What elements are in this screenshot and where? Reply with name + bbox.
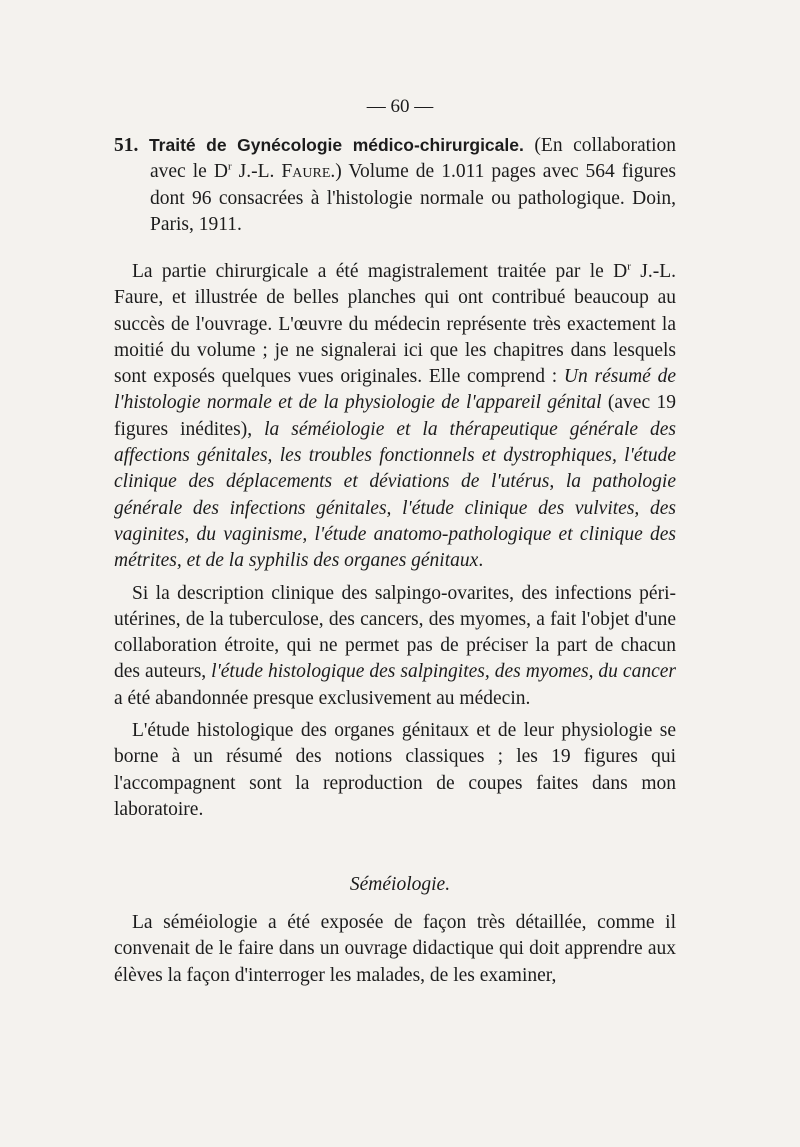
p1-italic-1: Un résumé de l'histologie normale et de la physiologie de l'appareil génital <box>114 366 676 414</box>
p1-italic-2: la séméiologie et la thérapeutique générale des affections génitales, les troubles fonctionnels et dystrophiques, l'étude clinique des déplacements et déviations de l'utérus, la pathologie générale des infections génitales, l'étude clinique des vulvites, des vaginites, du vaginisme, l'étude anatomo-pathologique et clinique des métrites, et de la syphilis des organes génitaux <box>114 418 676 572</box>
paragraph-2 <box>114 581 676 712</box>
entry-sup: r <box>227 160 232 173</box>
p1-sup: r <box>627 260 631 273</box>
p2-text-a: Si la description clinique des salpingo-ovarites, des infections péri-utérines, de la tuberculose, des cancers, des myomes, a fait l'objet d'une collaboration étroite, qui ne permet pas de préciser la part de chacun des auteurs, <box>114 582 676 683</box>
p1-text-b: J.-L. Faure, et illustrée de belles planches qui ont contribué beaucoup au succès de l'ouvrage. L'œuvre du médecin représente très exactement la moitié du volume ; je ne signalerai ici que les chapitres dans lesquels sont exposés quelques vues originales. Elle comprend : <box>114 261 676 388</box>
p1-text-c: (avec 19 figures inédites), <box>114 392 676 440</box>
p1-text-a: La partie chirurgicale a été magistralement traitée par le D <box>132 261 628 282</box>
section-heading: Séméiologie. <box>349 874 451 895</box>
trailing-body <box>114 910 676 989</box>
entry-title: Traité de Gynécologie médico-chirurgicale. <box>148 135 524 155</box>
entry-text-1: (En collaboration avec le D <box>150 135 676 183</box>
entry-author: J.-L. Faure <box>231 161 331 183</box>
paragraph-4: La séméiologie a été exposée de façon très détaillée, comme il convenait de le faire dans un ouvrage didactique qui doit apprendre aux élèves la façon d'interroger les malades, de les examiner, <box>114 912 676 986</box>
entry-number: 51. <box>114 135 139 156</box>
p2-text-b: a été abandonnée presque exclusivement au médecin. <box>114 687 531 709</box>
page-number: — 60 — <box>366 96 434 117</box>
main-body <box>114 259 676 823</box>
entry-text <box>114 132 676 238</box>
entry-text-2: .) Volume de 1.011 pages avec 564 figures dont 96 consacrées à l'histologie normale ou pathologique. Doin, Paris, 1911. <box>150 161 676 235</box>
p1-text-d: . <box>478 550 484 572</box>
paragraph-3: L'étude histologique des organes génitaux et de leur physiologie se borne à un résumé des notions classiques ; les 19 figures qui l'accompagnent sont la reproduction de coupes faites dans mon laboratoire. <box>114 720 676 820</box>
bibliography-entry <box>114 132 676 238</box>
p2-italic-1: l'étude histologique des salpingites, des myomes, du cancer <box>211 661 676 683</box>
paragraph-1 <box>114 259 676 575</box>
